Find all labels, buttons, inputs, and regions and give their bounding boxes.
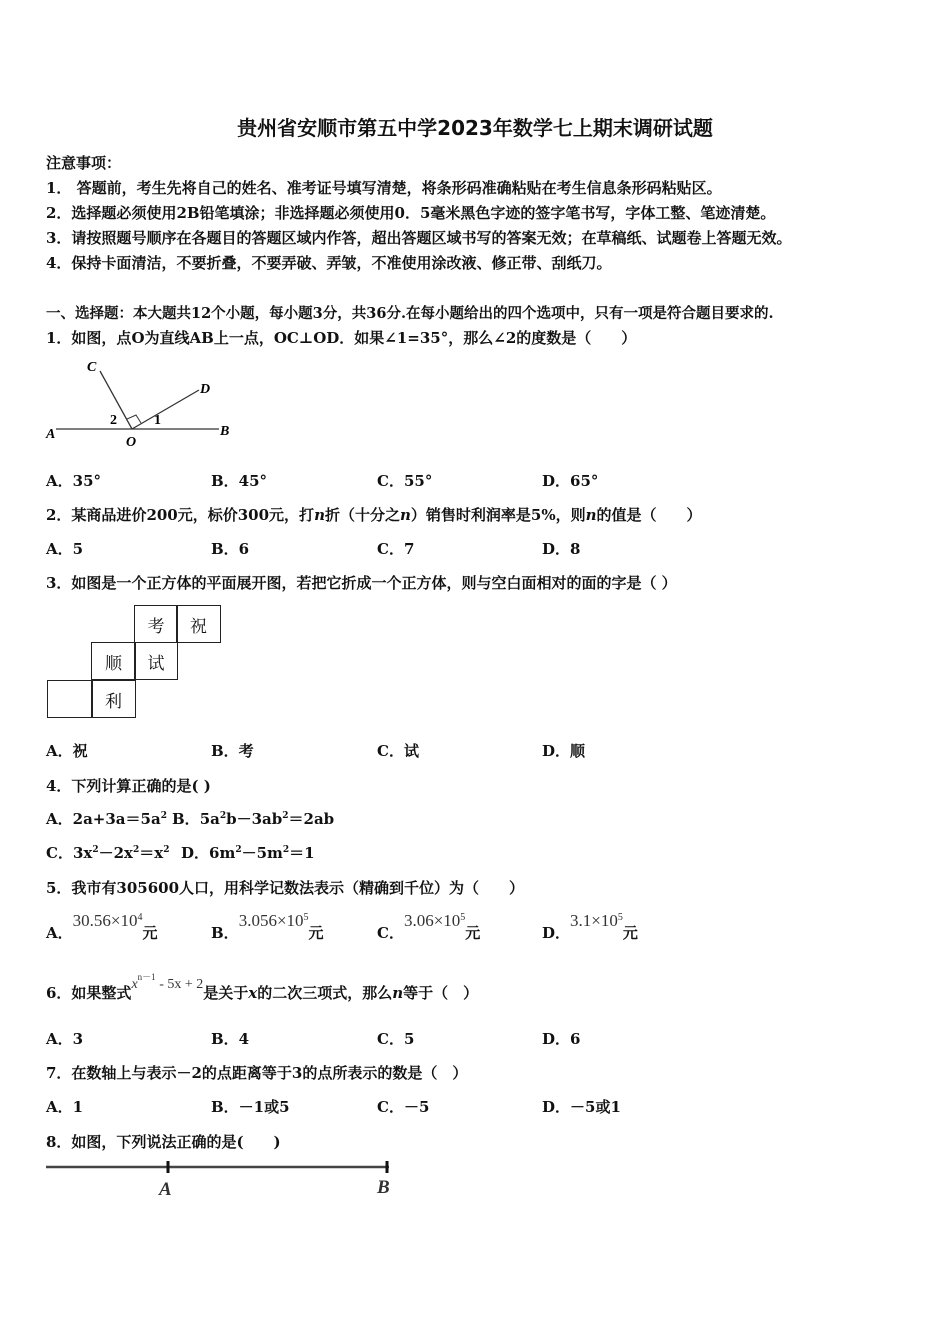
cube-cell-shi: 试 (134, 642, 178, 680)
q6-post (203, 984, 478, 1002)
q6-expr-base: x (131, 977, 138, 992)
q2-var-n-1: n (314, 506, 325, 524)
q3-option-b[interactable]: B．考 (211, 742, 254, 760)
q5d-exp: 5 (617, 912, 623, 923)
q5a-label: A． (46, 924, 73, 942)
q4c-s2: 2 (133, 845, 140, 855)
question-7-stem: 7．在数轴上与表示－2的点距离等于3的点所表示的数是（ ） (46, 1064, 468, 1082)
note-item-2: 2．选择题必须使用2B铅笔填涂；非选择题必须使用0．5毫米黑色字迹的签字笔书写，字体工整、笔迹清楚。 (46, 204, 776, 222)
q6-expression (131, 972, 204, 992)
q2-text-4: 的值是（ ） (596, 506, 702, 524)
question-8-stem: 8．如图，下列说法正确的是( ) (46, 1133, 281, 1151)
q4d-p3: ＝1 (289, 844, 315, 862)
note-item-1: 1． 答题前，考生先将自己的姓名、准考证号填写清楚，将条形码准确粘贴在考生信息条形码粘贴区。 (46, 179, 722, 197)
q4b-s2: 2 (282, 811, 289, 821)
right-angle-mark (127, 415, 141, 423)
q4a-sup: 2 (160, 811, 167, 821)
q2-var-n-3: n (585, 506, 597, 524)
question-3-stem: 3．如图是一个正方体的平面展开图，若把它折成一个正方体，则与空白面相对的面的字是（ ） (46, 574, 677, 592)
label-b: B (220, 424, 230, 439)
label-angle-1: 1 (154, 413, 161, 428)
q2-option-b[interactable]: B．6 (211, 540, 250, 558)
q5b-unit: 元 (308, 924, 324, 942)
q5c-exp: 5 (460, 912, 466, 923)
q6-expr-sup: n－1 (137, 972, 156, 982)
label-d: D (200, 382, 211, 397)
cube-cell-li: 利 (91, 680, 136, 718)
section-heading: 一、选择题：本大题共12个小题，每小题3分，共36分.在每小题给出的四个选项中，只有一项是符合题目要求的. (46, 305, 774, 322)
label-o: O (126, 435, 137, 450)
label-point-b: B (377, 1177, 390, 1198)
q5d-label: D． (542, 924, 571, 942)
label-point-a: A (159, 1179, 172, 1200)
question-5-stem: 5．我市有305600人口，用科学记数法表示（精确到千位）为（ ） (46, 879, 525, 897)
q4-option-b[interactable] (172, 808, 334, 829)
q4b-s1: 2 (219, 811, 227, 821)
q5-option-d[interactable] (542, 910, 638, 942)
q6-post-2: 的二次三项式，那么 (257, 984, 393, 1002)
q5d-unit: 元 (622, 924, 638, 942)
q4c-s1: 2 (92, 845, 99, 855)
q2-option-d[interactable]: D．8 (542, 540, 581, 558)
q4d-p2: －5m (241, 844, 283, 862)
cube-cell-zhu: 祝 (176, 605, 221, 643)
q4-option-a[interactable] (46, 808, 167, 829)
q5d-mant: 3.1×10 (570, 911, 618, 930)
q4d-label: D． (181, 844, 210, 862)
q5-option-a[interactable] (46, 910, 158, 942)
q1-option-d[interactable]: D．65° (542, 472, 599, 490)
q5-option-c[interactable] (377, 910, 481, 942)
ray-od (132, 390, 199, 429)
q4b-label: B． (172, 810, 200, 828)
note-item-4: 4．保持卡面清洁，不要折叠，不要弄破、弄皱，不准使用涂改液、修正带、刮纸刀。 (46, 254, 612, 272)
q6-var-n: n (392, 984, 404, 1002)
q4a-label: A． (46, 810, 73, 828)
q5c-label: C． (377, 924, 404, 942)
q4d-p1: 6m (209, 844, 236, 862)
q2-var-n-2: n (399, 506, 411, 524)
cube-cell-blank (47, 680, 93, 718)
q3-option-c[interactable]: C．试 (377, 742, 419, 760)
q6-pre: 6．如果整式 (46, 984, 132, 1002)
q3-option-d[interactable]: D．顺 (542, 742, 586, 760)
question-8-figure (44, 1158, 404, 1203)
q6-post-3: 等于（ ） (403, 984, 479, 1002)
question-6-stem (46, 972, 479, 1002)
q2-text-3: ）销售时利润率是5%，则 (410, 506, 586, 524)
q1-option-a[interactable]: A．35° (46, 472, 102, 490)
q7-option-b[interactable]: B．－1或5 (211, 1098, 290, 1116)
q4c-p2: －2x (98, 844, 133, 862)
q4c-s3: 2 (163, 845, 170, 855)
cube-cell-shun: 顺 (91, 642, 136, 680)
q5a-mant: 30.56×10 (72, 911, 138, 930)
q4b-p1: 5a (199, 810, 220, 828)
page-title: 贵州省安顺市第五中学2023年数学七上期末调研试题 (237, 116, 713, 140)
q4a-expr: 2a+3a＝5a (72, 810, 161, 828)
q2-text-2: 折（十分之 (324, 506, 400, 524)
q7-option-a[interactable]: A．1 (46, 1098, 84, 1116)
question-2-stem (46, 504, 702, 525)
q5a-exp: 4 (137, 912, 143, 923)
q6-option-d[interactable]: D．6 (542, 1030, 581, 1048)
q4b-p3: ＝2ab (288, 810, 335, 828)
note-item-3: 3．请按照题号顺序在各题目的答题区域内作答，超出答题区域书写的答案无效；在草稿纸、试题卷上答题无效。 (46, 229, 792, 247)
q5a-unit: 元 (142, 924, 158, 942)
q5b-mant: 3.056×10 (238, 911, 304, 930)
q7-option-c[interactable]: C．－5 (377, 1098, 430, 1116)
q4b-p2: b－3ab (226, 810, 283, 828)
q2-option-c[interactable]: C．7 (377, 540, 415, 558)
q6-option-c[interactable]: C．5 (377, 1030, 415, 1048)
q1-option-c[interactable]: C．55° (377, 472, 433, 490)
q4-option-d[interactable] (181, 842, 315, 863)
q4c-label: C． (46, 844, 73, 862)
q3-option-a[interactable]: A．祝 (46, 742, 88, 760)
label-angle-2: 2 (110, 413, 117, 428)
q6-var-x: x (248, 984, 258, 1002)
q5b-exp: 5 (303, 912, 309, 923)
q4d-s1: 2 (235, 845, 242, 855)
q6-option-b[interactable]: B．4 (211, 1030, 250, 1048)
notes-heading: 注意事项： (46, 154, 122, 172)
q6-option-a[interactable]: A．3 (46, 1030, 84, 1048)
q2-text-1: 2．某商品进价200元，标价300元，打 (46, 506, 315, 524)
q4-option-c[interactable] (46, 842, 169, 863)
q7-option-d[interactable]: D．－5或1 (542, 1098, 621, 1116)
q4d-s2: 2 (282, 845, 290, 855)
label-a: A (46, 427, 56, 442)
q6-expr-rest: - 5x + 2 (155, 977, 204, 992)
q5c-unit: 元 (465, 924, 481, 942)
q5-option-b[interactable] (211, 910, 324, 942)
q1-option-b[interactable]: B．45° (211, 472, 268, 490)
q6-post-1: 是关于 (203, 984, 249, 1002)
q5b-label: B． (211, 924, 239, 942)
label-c: C (87, 360, 97, 375)
q5c-mant: 3.06×10 (403, 911, 461, 930)
q4c-p1: 3x (72, 844, 93, 862)
q2-option-a[interactable]: A．5 (46, 540, 84, 558)
question-4-stem: 4．下列计算正确的是( ) (46, 777, 211, 795)
question-1-figure (44, 355, 244, 450)
cube-cell-kao: 考 (134, 605, 178, 643)
question-1-stem: 1．如图，点O为直线AB上一点，OC⊥OD．如果∠1=35°，那么∠2的度数是（ ） (46, 329, 637, 347)
q4c-p3: ＝x (139, 844, 164, 862)
